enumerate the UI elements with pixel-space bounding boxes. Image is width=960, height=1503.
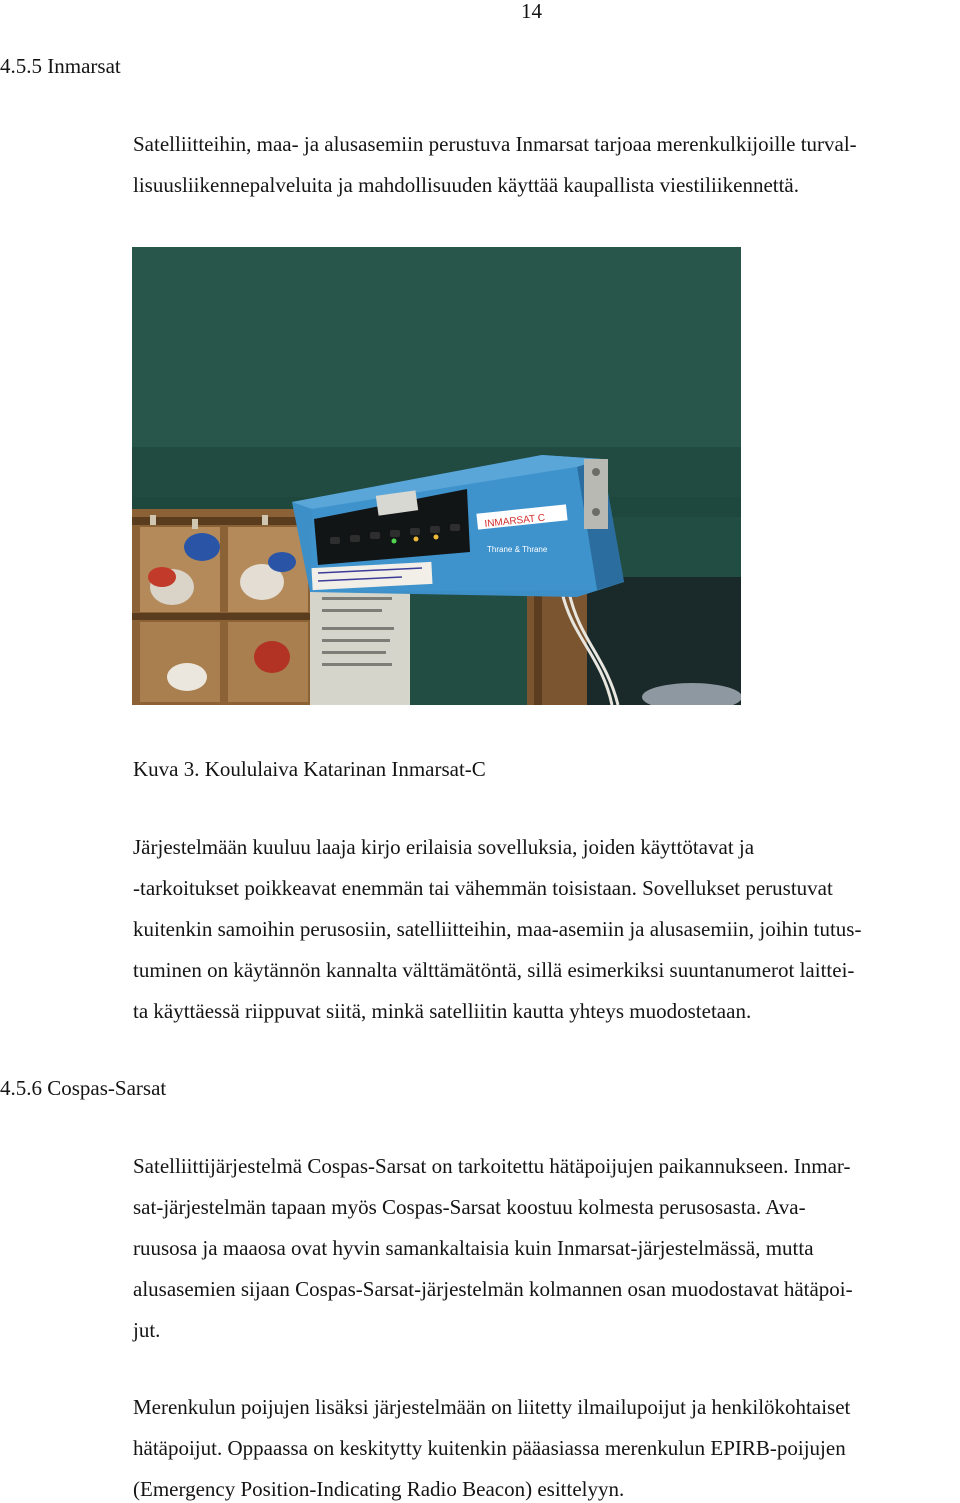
cospas-para1-line-4: alusasemien sijaan Cospas-Sarsat-järjestelmän kolmannen osan muodostavat hätäpoi-: [133, 1277, 853, 1301]
body-line-2: -tarkoitukset poikkeavat enemmän tai vähemmän toisistaan. Sovellukset perustuvat: [133, 876, 833, 900]
body-line-1: Järjestelmään kuuluu laaja kirjo erilaisia sovelluksia, joiden käyttötavat ja: [133, 835, 755, 859]
cospas-para1-line-1: Satelliittijärjestelmä Cospas-Sarsat on tarkoitettu hätäpoijujen paikannukseen. Inmar-: [133, 1154, 851, 1178]
cospas-para1-line-3: ruusosa ja maaosa ovat hyvin samankaltaisia kuin Inmarsat-järjestelmässä, mutta: [133, 1236, 814, 1260]
section-heading-inmarsat: 4.5.5 Inmarsat: [0, 54, 121, 78]
cospas-para2-line-1: Merenkulun poijujen lisäksi järjestelmään on liitetty ilmailupoijut ja henkilökohtaiset: [133, 1395, 851, 1419]
cospas-para2-line-3: (Emergency Position-Indicating Radio Beacon) esittelyyn.: [133, 1477, 625, 1501]
body-line-4: tuminen on käytännön kannalta välttämätöntä, sillä esimerkiksi suuntanumerot laittei-: [133, 958, 855, 982]
body-line-3: kuitenkin samoihin perusosiin, satelliitteihin, maa-asemiin ja alusasemiin, joihin tutus-: [133, 917, 862, 941]
intro-line-2: lisuusliikennepalveluita ja mahdollisuuden käyttää kaupallista viestiliikennettä.: [133, 173, 800, 197]
intro-line-1: Satelliitteihin, maa- ja alusasemiin perustuva Inmarsat tarjoaa merenkulkijoille turval-: [133, 132, 857, 156]
cospas-para1-line-2: sat-järjestelmän tapaan myös Cospas-Sarsat koostuu kolmesta perusosasta. Ava-: [133, 1195, 806, 1219]
body-line-5: ta käyttäessä riippuvat siitä, minkä satelliitin kautta yhteys muodostetaan.: [133, 999, 752, 1023]
figure-caption: Kuva 3. Koululaiva Katarinan Inmarsat-C: [133, 757, 486, 781]
section-heading-cospas-sarsat: 4.5.6 Cospas-Sarsat: [0, 1076, 167, 1100]
cospas-para1-line-5: jut.: [133, 1318, 161, 1342]
page-number: 14: [521, 0, 542, 23]
device-brand-label: INMARSAT C: [483, 512, 546, 530]
cospas-para2-line-2: hätäpoijut. Oppaassa on keskitytty kuitenkin pääasiassa merenkulun EPIRB-poijujen: [133, 1436, 846, 1460]
device-maker-label: Thrane & Thrane: [487, 545, 548, 554]
inmarsat-c-photo: [132, 247, 741, 705]
